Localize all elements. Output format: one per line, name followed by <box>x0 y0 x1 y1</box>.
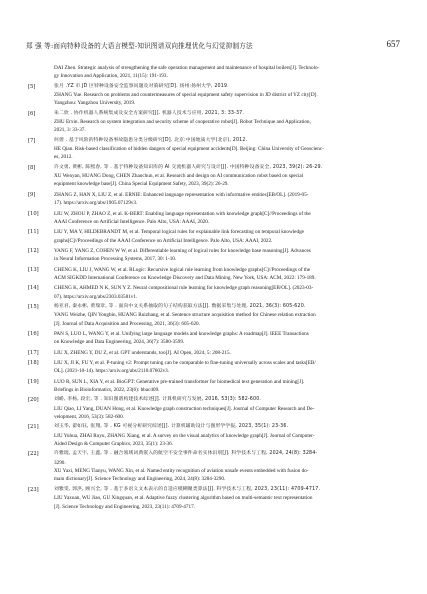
reference-item <box>28 378 402 395</box>
reference-number: [9] <box>28 191 36 198</box>
reference-number: [10] <box>28 210 39 217</box>
reference-line: main dictionary[J]. Science Technology and Engineering, 2024, 24(8): 3284-3290. <box>54 476 226 483</box>
reference-line: [J]. Journal of Data Acquisition and Processing, 2021, 36(3): 605-620. <box>54 320 200 327</box>
reference-item <box>28 486 402 511</box>
reference-line: on Knowledge and Data Engineering, 2024, 36(7): 3580-3599. <box>54 339 185 346</box>
reference-line: 刘玉华, 翟如钰, 张翔, 等 . KG 可视分析研究综述[J]. 计算机辅助设计与图形学学报, 2023, 35(1): 23-36. <box>54 424 289 430</box>
reference-line: LIU X, ZHENG Y, DU Z, et al. GPT understands, too[J]. AI Open, 2024, 5: 208-215. <box>54 349 231 356</box>
reference-line: 07). https://arxiv.org/abs/2303.03581v1. <box>54 293 138 300</box>
page-number: 657 <box>386 39 400 49</box>
reference-item <box>28 423 402 448</box>
reference-item <box>28 330 402 347</box>
reference-list <box>28 64 402 513</box>
reference-line: AAAI Conference on Artificial Intelligence. Palo Alto, USA: AAAI, 2020. <box>54 218 210 225</box>
reference-item <box>28 83 402 108</box>
reference-line: velopment, 2016, 53(3): 582-600. <box>54 414 125 421</box>
reference-line: DAI Zhen. Strategic analysis of strengthening the safe operation management and maintenance of hospital boilers[J]. Technolo- <box>54 65 320 71</box>
reference-line: LIU Y, MA Y, HILDEBRANDT M, et al. Temporal logical rules for explainable link forecasting on temporal knowledge <box>54 229 304 236</box>
reference-item <box>28 247 402 264</box>
reference-item <box>28 266 402 283</box>
reference-item <box>28 210 402 227</box>
reference-line: LIU Yuhua, ZHAI Ruyu, ZHANG Xiang, et al. A survey on the visual analytics of knowledge graph[J]. Journal of Computer- <box>54 432 315 439</box>
reference-line: [J]. Science Technology and Engineering, 2023, 23(11): 4709-4717. <box>54 503 195 510</box>
reference-number: [8] <box>28 164 36 171</box>
reference-number: [21] <box>28 424 39 431</box>
reference-line: ZHU Erxin. Research on system integration and security scheme of cooperative robot[J]. Robot Technique and Application, <box>54 119 311 126</box>
reference-line: 17). https://arxiv.org/abs/1905.07129v3. <box>54 200 138 207</box>
reference-line: in Neural Information Processing Systems, 2017, 30: 1-10. <box>54 256 177 263</box>
reference-number: [11] <box>28 229 39 236</box>
reference-item <box>28 284 402 301</box>
reference-line: 刘峤, 李杨, 段宏, 等 . 知识图谱构建技术综述[J]. 计算机研究与发展, 2016, 53(3): 582-600. <box>54 397 262 403</box>
reference-number: [5] <box>28 83 36 90</box>
reference-line: OL]. (2021-10-14). https://arxiv.org/abs/2110.07602v3. <box>54 368 170 375</box>
reference-number: [15] <box>28 303 39 310</box>
reference-line: 3290. <box>54 459 66 466</box>
reference-line: ACM SIGKDD International Conference on Knowledge Discovery and Data Mining. New York, USA: ACM, 2022: 179-189. <box>54 274 316 281</box>
reference-line: 杨亚君, 秦永彬, 黄瑞章, 等 . 面向中文关系抽取的句子结构获取方法[J]. 数据采集与处理, 2021, 36(3): 605-620. <box>54 303 306 309</box>
reference-item <box>28 450 402 483</box>
reference-number: [23] <box>28 486 39 493</box>
reference-item <box>28 349 402 357</box>
reference-item <box>28 228 402 245</box>
reference-item <box>28 110 402 135</box>
reference-number: [12] <box>28 247 39 254</box>
reference-number: [22] <box>28 451 39 458</box>
reference-line: graphs[C]//Proceedings of the AAAI Conference on Artificial Intelligence. Palo Alto, USA: AAAI, 2022. <box>54 237 273 244</box>
reference-line: CHENG K, LIU J, WANG W, et al. RLogic: Recursive logical rule learning from knowledge graphs[C]//Proceedings of the <box>54 266 311 273</box>
reference-line: LIU Qiao, LI Yang, DUAN Hong, et al. Knowledge graph construction techniques[J]. Journal of Computer Research and De- <box>54 405 315 412</box>
reference-number: [17] <box>28 349 39 356</box>
reference-item <box>28 303 402 328</box>
reference-line: PAN S, LUO L, WANG Y, et al. Unifying large language models and knowledge graphs: A roadmap[J]. IEEE Transactions <box>54 330 309 337</box>
reference-item <box>28 64 402 81</box>
reference-line: 何倩 . 基于风险的特种设备事故隐患分类分级研究[D]. 北京:中国地质大学(北京), 2012. <box>54 137 248 143</box>
reference-line: 张月 .YZ 市 JD 区特种设备安全监察问题及对策研究[D]. 扬州:扬州大学, 2019. <box>54 83 229 89</box>
reference-line: LIU W, ZHOU P, ZHAO Z, et al. K-BERT: Enabling language representation with knowledge graph[C]//Proceedings of the <box>54 210 311 217</box>
reference-number: [18] <box>28 360 39 366</box>
reference-line: HE Qian. Risk-based classification of hidden dangers of special equipment accidents[D]. Beijing: China University of Geoscienc- <box>54 146 324 153</box>
running-header <box>26 40 400 50</box>
reference-line: Yangzhou: Yangzhou University, 2019. <box>54 100 136 107</box>
reference-line: XU Yaxi, MENG Tianyu, WANG Xin, et al. Named entity recognition of aviation unsafe events embedded with fusion do- <box>54 468 309 475</box>
reference-number: [7] <box>28 137 36 144</box>
reference-line: XU Wenyan, HUANG Dong, CHEN Zhaochun, et al. Research and design on AI communication robot based on special <box>54 173 304 180</box>
reference-line: Briefings in Bioinformatics, 2022, 23(6): bbac409. <box>54 387 160 394</box>
reference-number: [6] <box>28 110 36 117</box>
reference-line: 刘雅雯, 郭洪, 顾兴全, 等 . 基于多语义文本表示的自适应模糊聚类算法[J]. 科学技术与工程, 2023, 23(11): 4709-4717. <box>54 486 321 492</box>
reference-line: equipment knowledge base[J]. China Special Equipment Safety, 2023, 39(2): 26-29. <box>54 181 229 188</box>
reference-item <box>28 164 402 189</box>
reference-item <box>28 396 402 421</box>
reference-number: [20] <box>28 397 39 404</box>
header-title: 郑 强 等:面向特种设备的大语言模型-知识图谱双向推理优化与幻觉抑制方法 <box>26 42 253 50</box>
reference-item <box>28 137 402 162</box>
reference-line: ZHANG Yue. Research on problems and countermeasures of special equipment safety supervision in JD district of YZ city[D]. <box>54 92 318 99</box>
reference-line: 朱二欣 . 协作机器人系统集成及安全方案研究[J]. 机器人技术与应用, 2021, 3: 33-37. <box>54 110 245 116</box>
reference-number: [19] <box>28 378 39 385</box>
reference-line: gy Innovation and Application, 2021, 11(15): 191-193. <box>54 73 168 80</box>
reference-number: [16] <box>28 330 39 337</box>
reference-line: LIU X, JI K, FU Y, et al. P-tuning v2: Prompt tuning can be comparable to fine-tuning universally across scales and tasks[EB/ <box>54 360 316 366</box>
reference-line: es, 2012. <box>54 154 73 161</box>
reference-line: ZHANG Z, HAN X, LIU Z, et al. ERNIE: Enhanced language representation with informative entities[EB/OL]. (2019-05- <box>54 191 309 198</box>
reference-line: LIU Yaxuan, WU Jiao, GU Xingquan, et al. Adaptive fuzzy clustering algorithm based on multi-semantic text representation <box>54 495 313 502</box>
reference-line: 2021, 3: 33-37. <box>54 127 86 134</box>
reference-line: YANG F, YANG Z, COHEN W W, et al. Differentiable learning of logical rules for knowledge base reasoning[J]. Advances <box>54 247 311 254</box>
reference-line: LUO R, SUN L, XIA Y, et al. BioGPT: Generative pre-trained transformer for biomedical text generation and mining[J]. <box>54 378 305 385</box>
reference-number: [14] <box>28 285 39 292</box>
reference-item <box>28 191 402 208</box>
reference-line: YANG Weizhe, QIN Yongbin, HUANG Ruizhang, et al. Sentence structure acquisition method for Chinese relation extraction <box>54 312 316 319</box>
reference-line: 许雅琨, 孟天宇, 王鑫, 等 . 融合领域词典嵌入的航空不安全事件命名实体识别[J]. 科学技术与工程, 2024, 24(8): 3284- <box>54 451 318 457</box>
reference-item <box>28 359 402 376</box>
reference-line: 许文勇, 黄彬, 陈熙春, 等 . 基于特种设备知识库的 AI 交流机器人研究与设计[J]. 中国特种设备安全, 2023, 39(2): 26-29. <box>54 164 323 170</box>
reference-number: [13] <box>28 266 39 273</box>
reference-line: CHENG K, AHMED N K, SUN Y Z. Neural compositional rule learning for knowledge graph reasoning[EB/OL]. (2023-03- <box>54 285 314 292</box>
reference-line: Aided Design & Computer Graphics, 2023, 35(1): 23-36. <box>54 441 174 448</box>
